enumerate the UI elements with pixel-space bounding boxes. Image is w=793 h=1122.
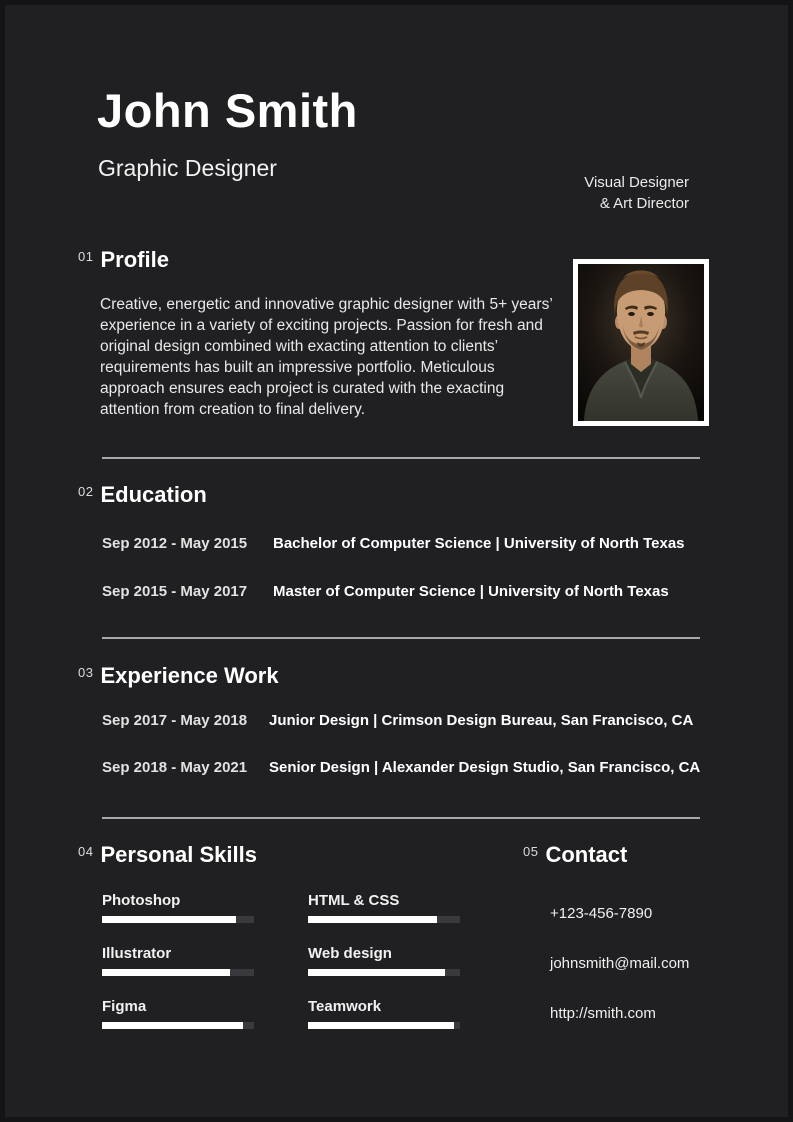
skill-label: Figma bbox=[102, 998, 147, 1015]
education-row bbox=[102, 535, 742, 552]
experience-detail: Junior Design | Crimson Design Bureau, San Francisco, CA bbox=[269, 712, 694, 729]
skill-label: Photoshop bbox=[102, 892, 181, 909]
portrait-illustration bbox=[578, 264, 704, 421]
education-detail: Master of Computer Science | University of North Texas bbox=[273, 583, 669, 600]
skill-bar-track bbox=[102, 969, 254, 976]
tagline-line1: Visual Designer bbox=[584, 174, 689, 191]
education-dates: Sep 2015 - May 2017 bbox=[102, 583, 248, 600]
skill-item bbox=[308, 945, 460, 976]
skill-item bbox=[102, 998, 254, 1029]
skill-label: Web design bbox=[308, 945, 392, 962]
skill-item bbox=[308, 892, 460, 923]
skill-bar-track bbox=[308, 1022, 460, 1029]
profile-text: Creative, energetic and innovative graphic designer with 5+ years’ experience in a variety of exciting projects. Passion for fresh and original design combined with exacting attention to clients’ requirements has built an impressive portfolio. Meticulous approach ensures each project is curated with the exacting attention from creation to final delivery. bbox=[100, 296, 553, 418]
skill-item bbox=[102, 892, 254, 923]
education-dates: Sep 2012 - May 2015 bbox=[102, 535, 248, 552]
experience-detail: Senior Design | Alexander Design Studio, San Francisco, CA bbox=[269, 759, 701, 776]
education-detail: Bachelor of Computer Science | University of North Texas bbox=[273, 535, 685, 552]
skill-bar-track bbox=[308, 969, 460, 976]
skill-bar-fill bbox=[308, 969, 445, 976]
skills-column-2 bbox=[308, 892, 460, 1051]
experience-section-number: 03 bbox=[78, 665, 94, 680]
skills-column-1 bbox=[102, 892, 254, 1051]
skill-bar-track bbox=[102, 1022, 254, 1029]
profile-section-title: Profile bbox=[100, 247, 169, 272]
person-name: John Smith bbox=[97, 84, 358, 137]
experience-row bbox=[102, 759, 742, 776]
divider bbox=[102, 817, 700, 819]
contact-section-number: 05 bbox=[523, 844, 539, 859]
skill-bar-fill bbox=[102, 1022, 243, 1029]
skill-label: HTML & CSS bbox=[308, 892, 400, 909]
profile-section-header bbox=[78, 248, 169, 272]
portrait-photo bbox=[573, 259, 709, 426]
profile-section-number: 01 bbox=[78, 249, 94, 264]
education-section-header bbox=[78, 483, 207, 507]
experience-dates: Sep 2017 - May 2018 bbox=[102, 712, 248, 729]
contact-section-title: Contact bbox=[545, 842, 628, 867]
divider bbox=[102, 457, 700, 459]
skills-section-number: 04 bbox=[78, 844, 94, 859]
skill-item bbox=[102, 945, 254, 976]
skill-bar-track bbox=[308, 916, 460, 923]
skill-label: Illustrator bbox=[102, 945, 172, 962]
education-section-number: 02 bbox=[78, 484, 94, 499]
experience-dates: Sep 2018 - May 2021 bbox=[102, 759, 248, 776]
skills-section-header bbox=[78, 843, 257, 867]
skills-section-title: Personal Skills bbox=[100, 842, 257, 867]
contact-phone: +123-456-7890 bbox=[550, 905, 653, 922]
job-title: Graphic Designer bbox=[98, 155, 277, 181]
divider bbox=[102, 637, 700, 639]
contact-email: johnsmith@mail.com bbox=[550, 955, 690, 972]
skill-item bbox=[308, 998, 460, 1029]
contact-website: http://smith.com bbox=[550, 1005, 656, 1022]
education-section-title: Education bbox=[100, 482, 207, 507]
skill-bar-track bbox=[102, 916, 254, 923]
skill-bar-fill bbox=[308, 1022, 454, 1029]
tagline bbox=[584, 172, 689, 214]
tagline-line2: & Art Director bbox=[599, 195, 689, 212]
contact-section-header bbox=[523, 843, 627, 867]
skill-bar-fill bbox=[102, 969, 230, 976]
education-row bbox=[102, 583, 742, 600]
experience-section-title: Experience Work bbox=[100, 663, 279, 688]
skill-bar-fill bbox=[308, 916, 437, 923]
skill-bar-fill bbox=[102, 916, 236, 923]
skill-label: Teamwork bbox=[308, 998, 382, 1015]
experience-section-header bbox=[78, 664, 279, 688]
experience-row bbox=[102, 712, 742, 729]
